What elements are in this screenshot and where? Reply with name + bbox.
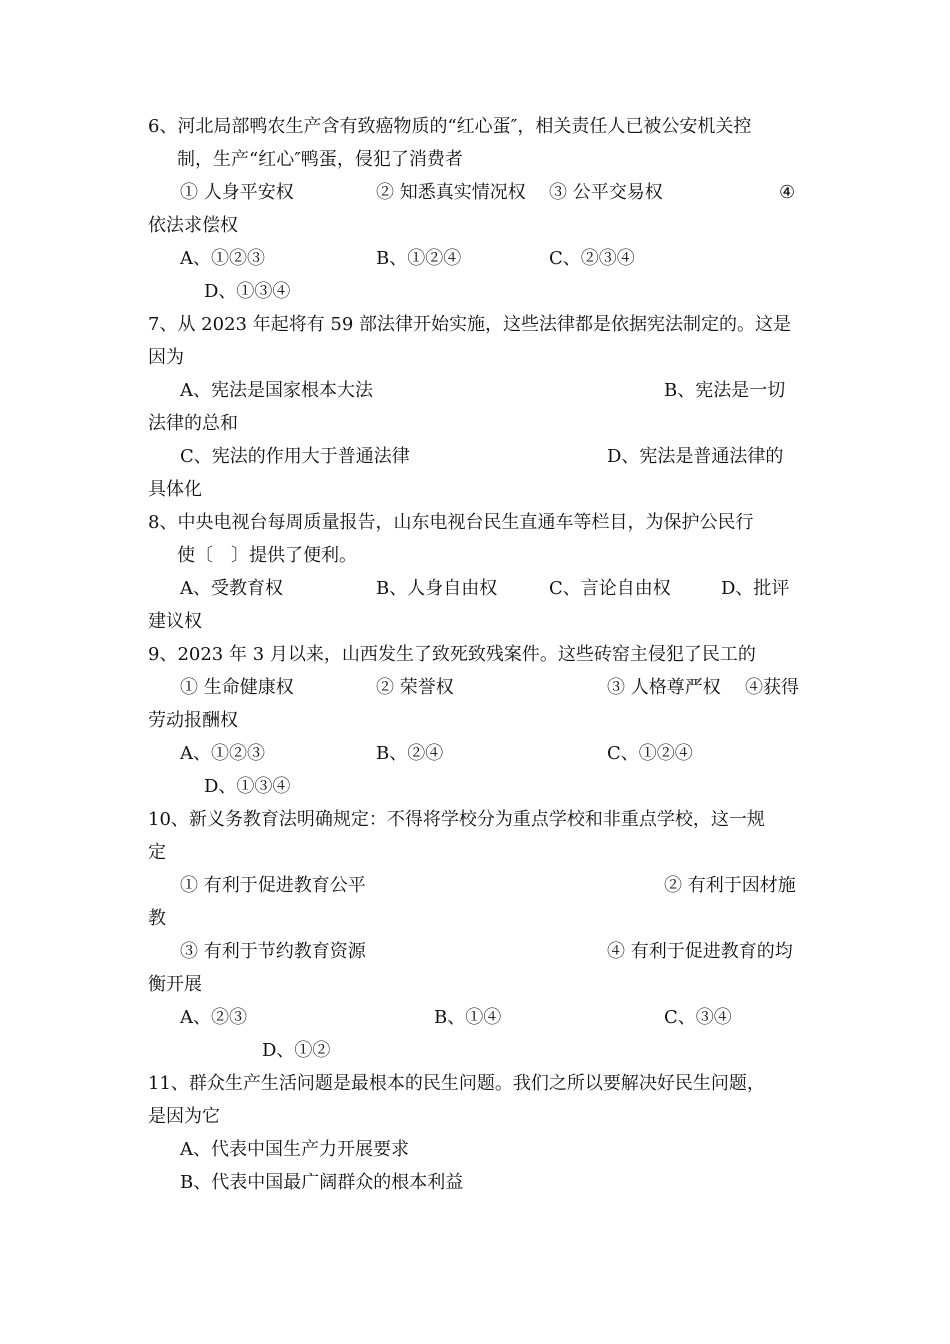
answer-option-d: D、①②	[262, 1040, 331, 1061]
answer-option-b-cont: 法律的总和	[148, 413, 238, 434]
answer-option-d-cont: 具体化	[148, 479, 202, 500]
statement-item: ③ 公平交易权	[549, 182, 663, 203]
answer-option-d: D、①③④	[204, 281, 291, 302]
answer-option-d: D、批评	[721, 578, 790, 599]
statement-item: ④ 有利于促进教育的均	[607, 941, 793, 962]
statement-item: ④	[779, 182, 796, 203]
answer-option-d: D、①③④	[204, 776, 291, 797]
statement-item: ③ 人格尊严权	[607, 677, 721, 698]
question-stem: 因为	[148, 347, 184, 368]
answer-option-b: B、人身自由权	[376, 578, 498, 599]
answer-option-a: A、代表中国生产力开展要求	[180, 1139, 409, 1160]
statement-item-cont: 衡开展	[148, 974, 202, 995]
answer-option-d: D、宪法是普通法律的	[607, 446, 784, 467]
statement-item-cont: 教	[148, 908, 166, 929]
answer-option-a: A、②③	[180, 1007, 247, 1028]
question-stem: 11、群众生产生活问题是最根本的民生问题。我们之所以要解决好民生问题，	[148, 1073, 765, 1094]
answer-option-c: C、①②④	[607, 743, 693, 764]
question-stem: 使〔 〕提供了便利。	[177, 545, 357, 566]
statement-item: ② 知悉真实情况权	[376, 182, 526, 203]
question-stem: 定	[148, 842, 166, 863]
answer-option-b: B、宪法是一切	[664, 380, 786, 401]
question-stem: 7、从 2023 年起将有 59 部法律开始实施，这些法律都是依据宪法制定的。这是	[148, 314, 792, 335]
question-stem: 10、新义务教育法明确规定：不得将学校分为重点学校和非重点学校，这一规	[148, 809, 765, 830]
statement-item: 劳动报酬权	[148, 710, 238, 731]
statement-item: ① 有利于促进教育公平	[180, 875, 366, 896]
answer-option-b: B、②④	[376, 743, 444, 764]
answer-option-c: C、②③④	[549, 248, 635, 269]
statement-item: 依法求偿权	[148, 215, 238, 236]
answer-option-b: B、①②④	[376, 248, 462, 269]
statement-item: ① 生命健康权	[180, 677, 294, 698]
question-stem: 6、河北局部鸭农生产含有致癌物质的“红心蛋″，相关责任人已被公安机关控	[148, 116, 752, 137]
answer-option-a: A、受教育权	[180, 578, 283, 599]
statement-item: ② 荣誉权	[376, 677, 454, 698]
answer-option-a: A、宪法是国家根本大法	[180, 380, 373, 401]
answer-option-c: C、③④	[664, 1007, 732, 1028]
question-stem: 是因为它	[148, 1106, 220, 1127]
answer-option-b: B、①④	[434, 1007, 502, 1028]
answer-option-c: C、言论自由权	[549, 578, 671, 599]
statement-item: ④获得	[745, 677, 799, 698]
answer-option-c: C、宪法的作用大于普通法律	[180, 446, 410, 467]
answer-option-d-cont: 建议权	[148, 611, 202, 632]
question-stem: 9、2023 年 3 月以来，山西发生了致死致残案件。这些砖窑主侵犯了民工的	[148, 644, 756, 665]
question-stem: 8、中央电视台每周质量报告，山东电视台民生直通车等栏目，为保护公民行	[148, 512, 754, 533]
statement-item: ③ 有利于节约教育资源	[180, 941, 366, 962]
answer-option-a: A、①②③	[180, 743, 265, 764]
question-stem: 制，生产“红心″鸭蛋，侵犯了消费者	[177, 149, 463, 170]
statement-item: ② 有利于因材施	[664, 875, 796, 896]
answer-option-a: A、①②③	[180, 248, 265, 269]
answer-option-b: B、代表中国最广阔群众的根本利益	[180, 1172, 464, 1193]
statement-item: ① 人身平安权	[180, 182, 294, 203]
